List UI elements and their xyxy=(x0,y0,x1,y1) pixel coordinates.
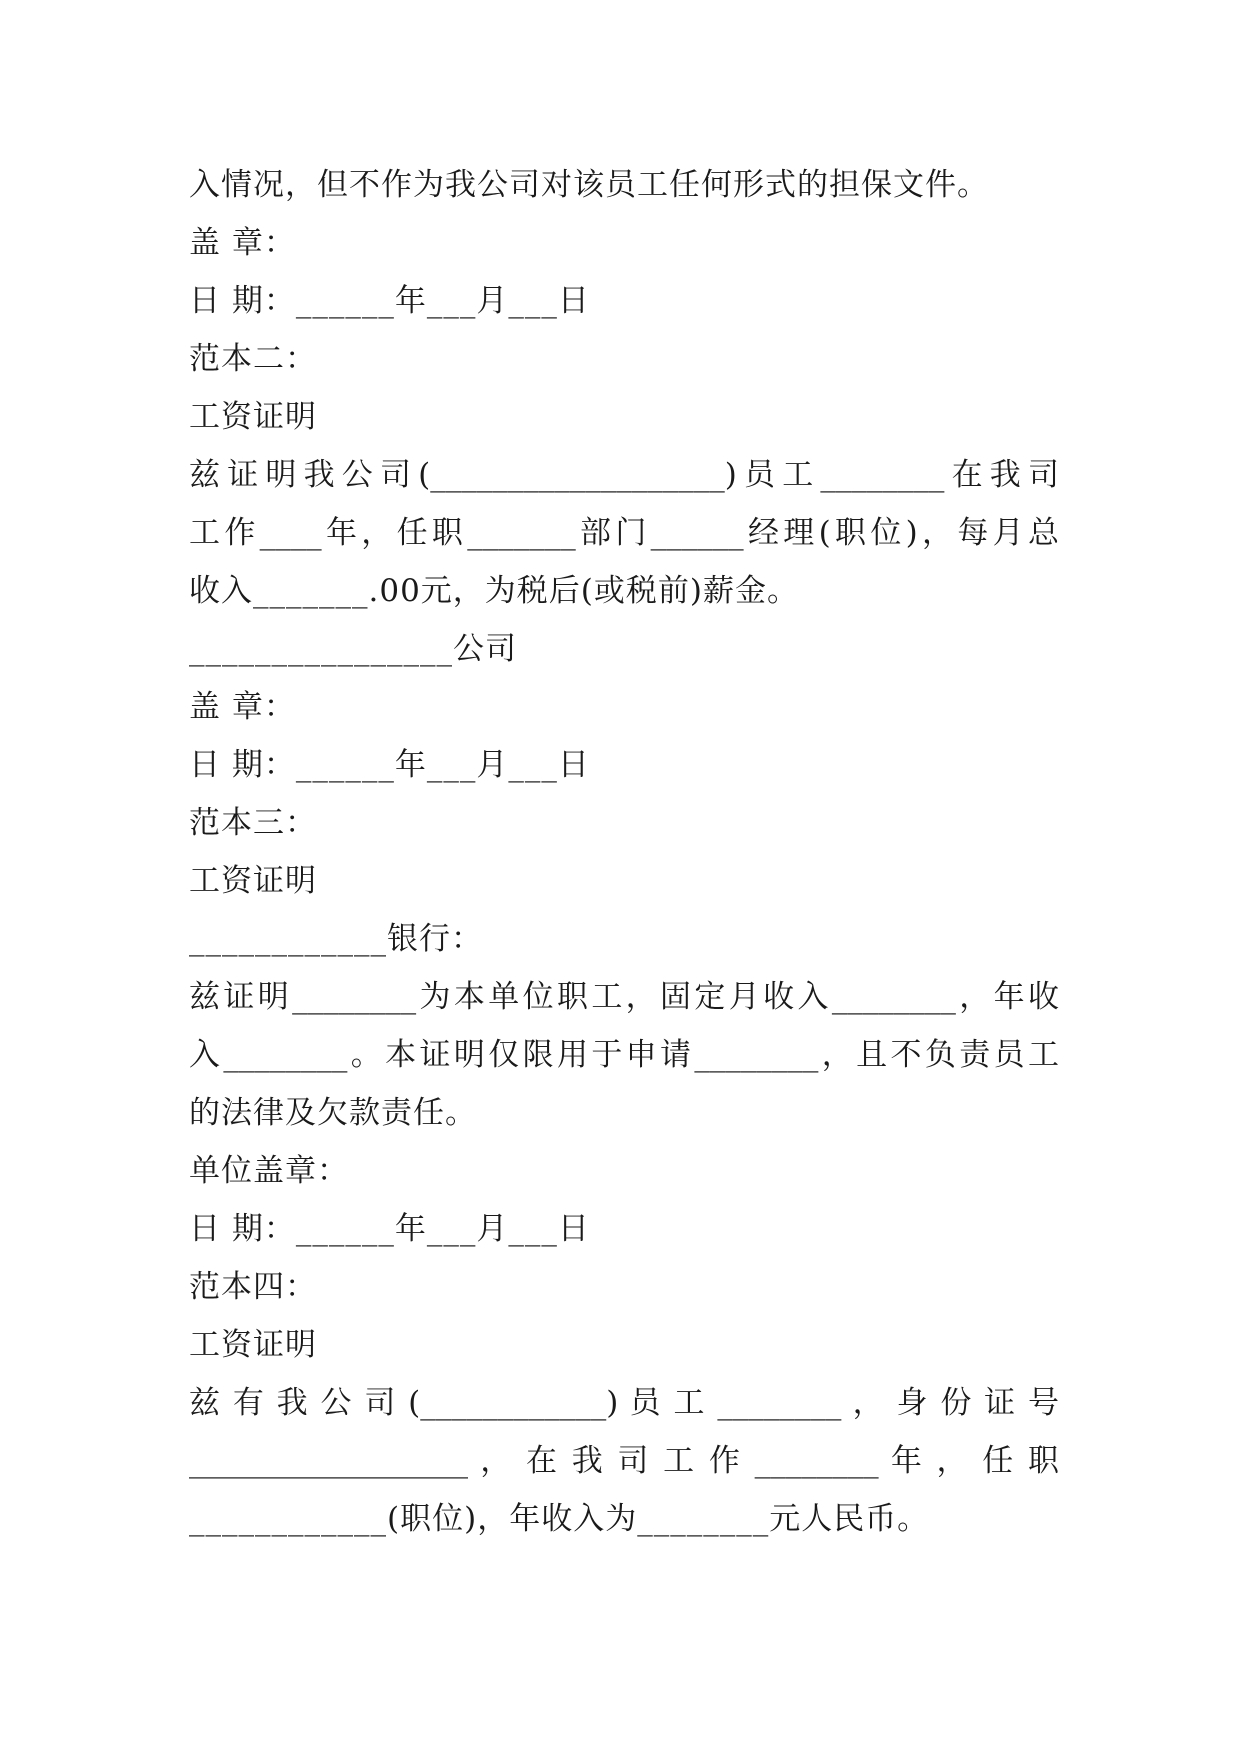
seal-label: 盖 章： xyxy=(189,689,296,725)
text-line: 入情况，但不作为我公司对该员工任何形式的担保文件。 xyxy=(189,167,989,203)
text-line: ____________(职位)，年收入为________元人民币。 xyxy=(189,1501,930,1537)
date-line: 日 期：______年___月___日 xyxy=(189,283,590,319)
text-line: 工作____年，任职_______部门______经理(职位)，每月总 xyxy=(189,515,1059,551)
text-line: __________________ ， 在 我 司 工 作 ________ 年 ， 任 职 xyxy=(189,1443,1059,1479)
text-line: 兹证明________为本单位职工，固定月收入________，年收 xyxy=(189,979,1059,1015)
document-body xyxy=(189,156,1059,1548)
date-line: 日 期：______年___月___日 xyxy=(189,1211,590,1247)
text-line: 兹证明我公司(___________________)员工________在我司 xyxy=(189,457,1059,493)
certificate-title: 工资证明 xyxy=(189,863,317,899)
seal-label: 盖 章： xyxy=(189,225,296,261)
bank-line: ____________银行： xyxy=(189,921,483,957)
unit-seal-label: 单位盖章： xyxy=(189,1153,349,1189)
sample-heading: 范本二： xyxy=(189,341,317,377)
certificate-title: 工资证明 xyxy=(189,1327,317,1363)
sample-heading: 范本四： xyxy=(189,1269,317,1305)
company-line: ________________公司 xyxy=(189,631,517,667)
text-line: 入________。本证明仅限用于申请________，且不负责员工 xyxy=(189,1037,1059,1073)
text-line: 兹 有 我 公 司 (____________) 员 工 ________ ， 身 份 证 号 xyxy=(189,1385,1059,1421)
text-line: 收入_______.00元，为税后(或税前)薪金。 xyxy=(189,573,799,609)
sample-heading: 范本三： xyxy=(189,805,317,841)
text-line: 的法律及欠款责任。 xyxy=(189,1095,477,1131)
certificate-title: 工资证明 xyxy=(189,399,317,435)
date-line: 日 期：______年___月___日 xyxy=(189,747,590,783)
